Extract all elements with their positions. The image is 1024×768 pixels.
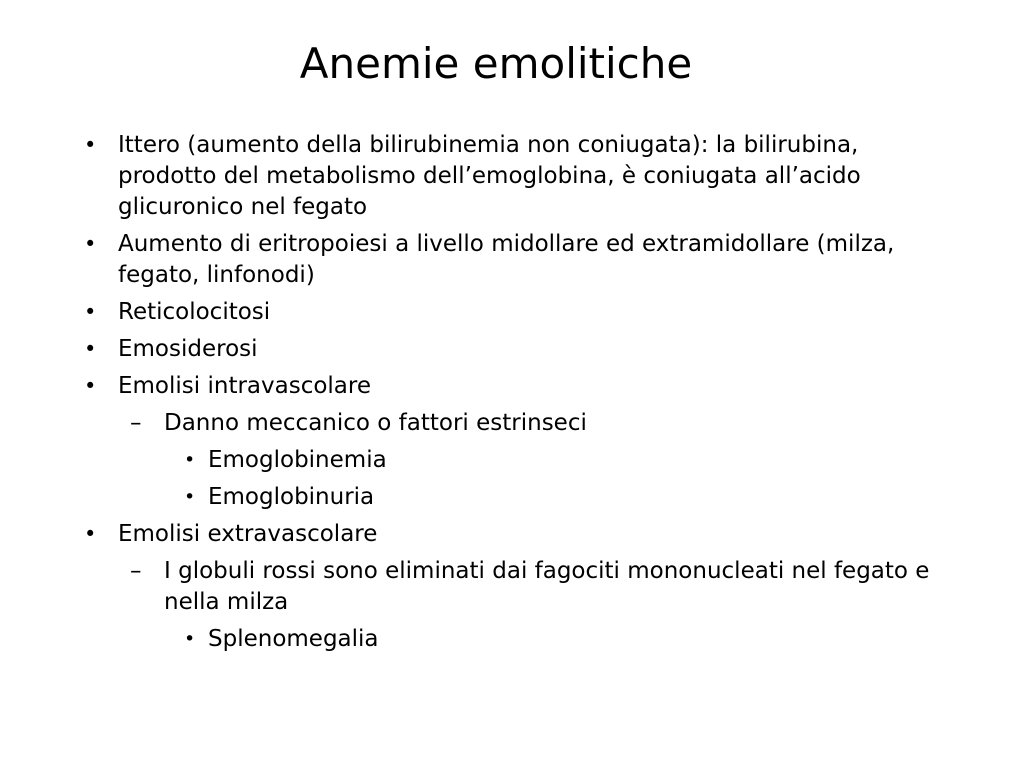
sub-bullet-text: Danno meccanico o fattori estrinseci (164, 410, 587, 436)
bullet-text: Reticolocitosi (118, 299, 271, 325)
bullet-marker: • (84, 337, 97, 361)
bullet-text: Emosiderosi (118, 336, 258, 362)
bullet-text: Emolisi intravascolare (118, 373, 371, 399)
dash-marker: – (130, 558, 142, 584)
sub-sub-bullet-item (80, 482, 960, 513)
bullet-list (80, 130, 960, 661)
bullet-item (80, 297, 960, 328)
bullet-text: Ittero (aumento della bilirubinemia non coniugata): la bilirubina, prodotto del metabolismo dell’emoglobina, è coniugata all’acido glicuronico nel fegato (118, 132, 861, 220)
dash-marker: – (130, 410, 142, 436)
bullet-marker: • (184, 628, 196, 650)
bullet-marker: • (84, 232, 97, 256)
sub-sub-bullet-text: Emoglobinuria (208, 484, 375, 510)
bullet-item (80, 334, 960, 365)
bullet-text: Aumento di eritropoiesi a livello midollare ed extramidollare (milza, fegato, linfonodi) (118, 231, 895, 288)
bullet-marker: • (84, 374, 97, 398)
sub-bullet-text: I globuli rossi sono eliminati dai fagociti mononucleati nel fegato e nella milza (164, 558, 930, 615)
bullet-marker: • (84, 300, 97, 324)
bullet-marker: • (184, 449, 196, 471)
bullet-marker: • (84, 522, 97, 546)
sub-bullet-item (80, 556, 960, 618)
sub-bullet-item (80, 408, 960, 439)
sub-sub-bullet-item (80, 445, 960, 476)
slide-title: Anemie emolitiche (299, 39, 693, 88)
sub-sub-bullet-item (80, 624, 960, 655)
bullet-item (80, 371, 960, 402)
bullet-item (80, 229, 960, 291)
bullet-item (80, 130, 960, 223)
bullet-text: Emolisi extravascolare (118, 521, 378, 547)
sub-sub-bullet-text: Emoglobinemia (208, 447, 387, 473)
bullet-marker: • (84, 133, 97, 157)
bullet-marker: • (184, 486, 196, 508)
sub-sub-bullet-text: Splenomegalia (208, 626, 379, 652)
bullet-item (80, 519, 960, 550)
